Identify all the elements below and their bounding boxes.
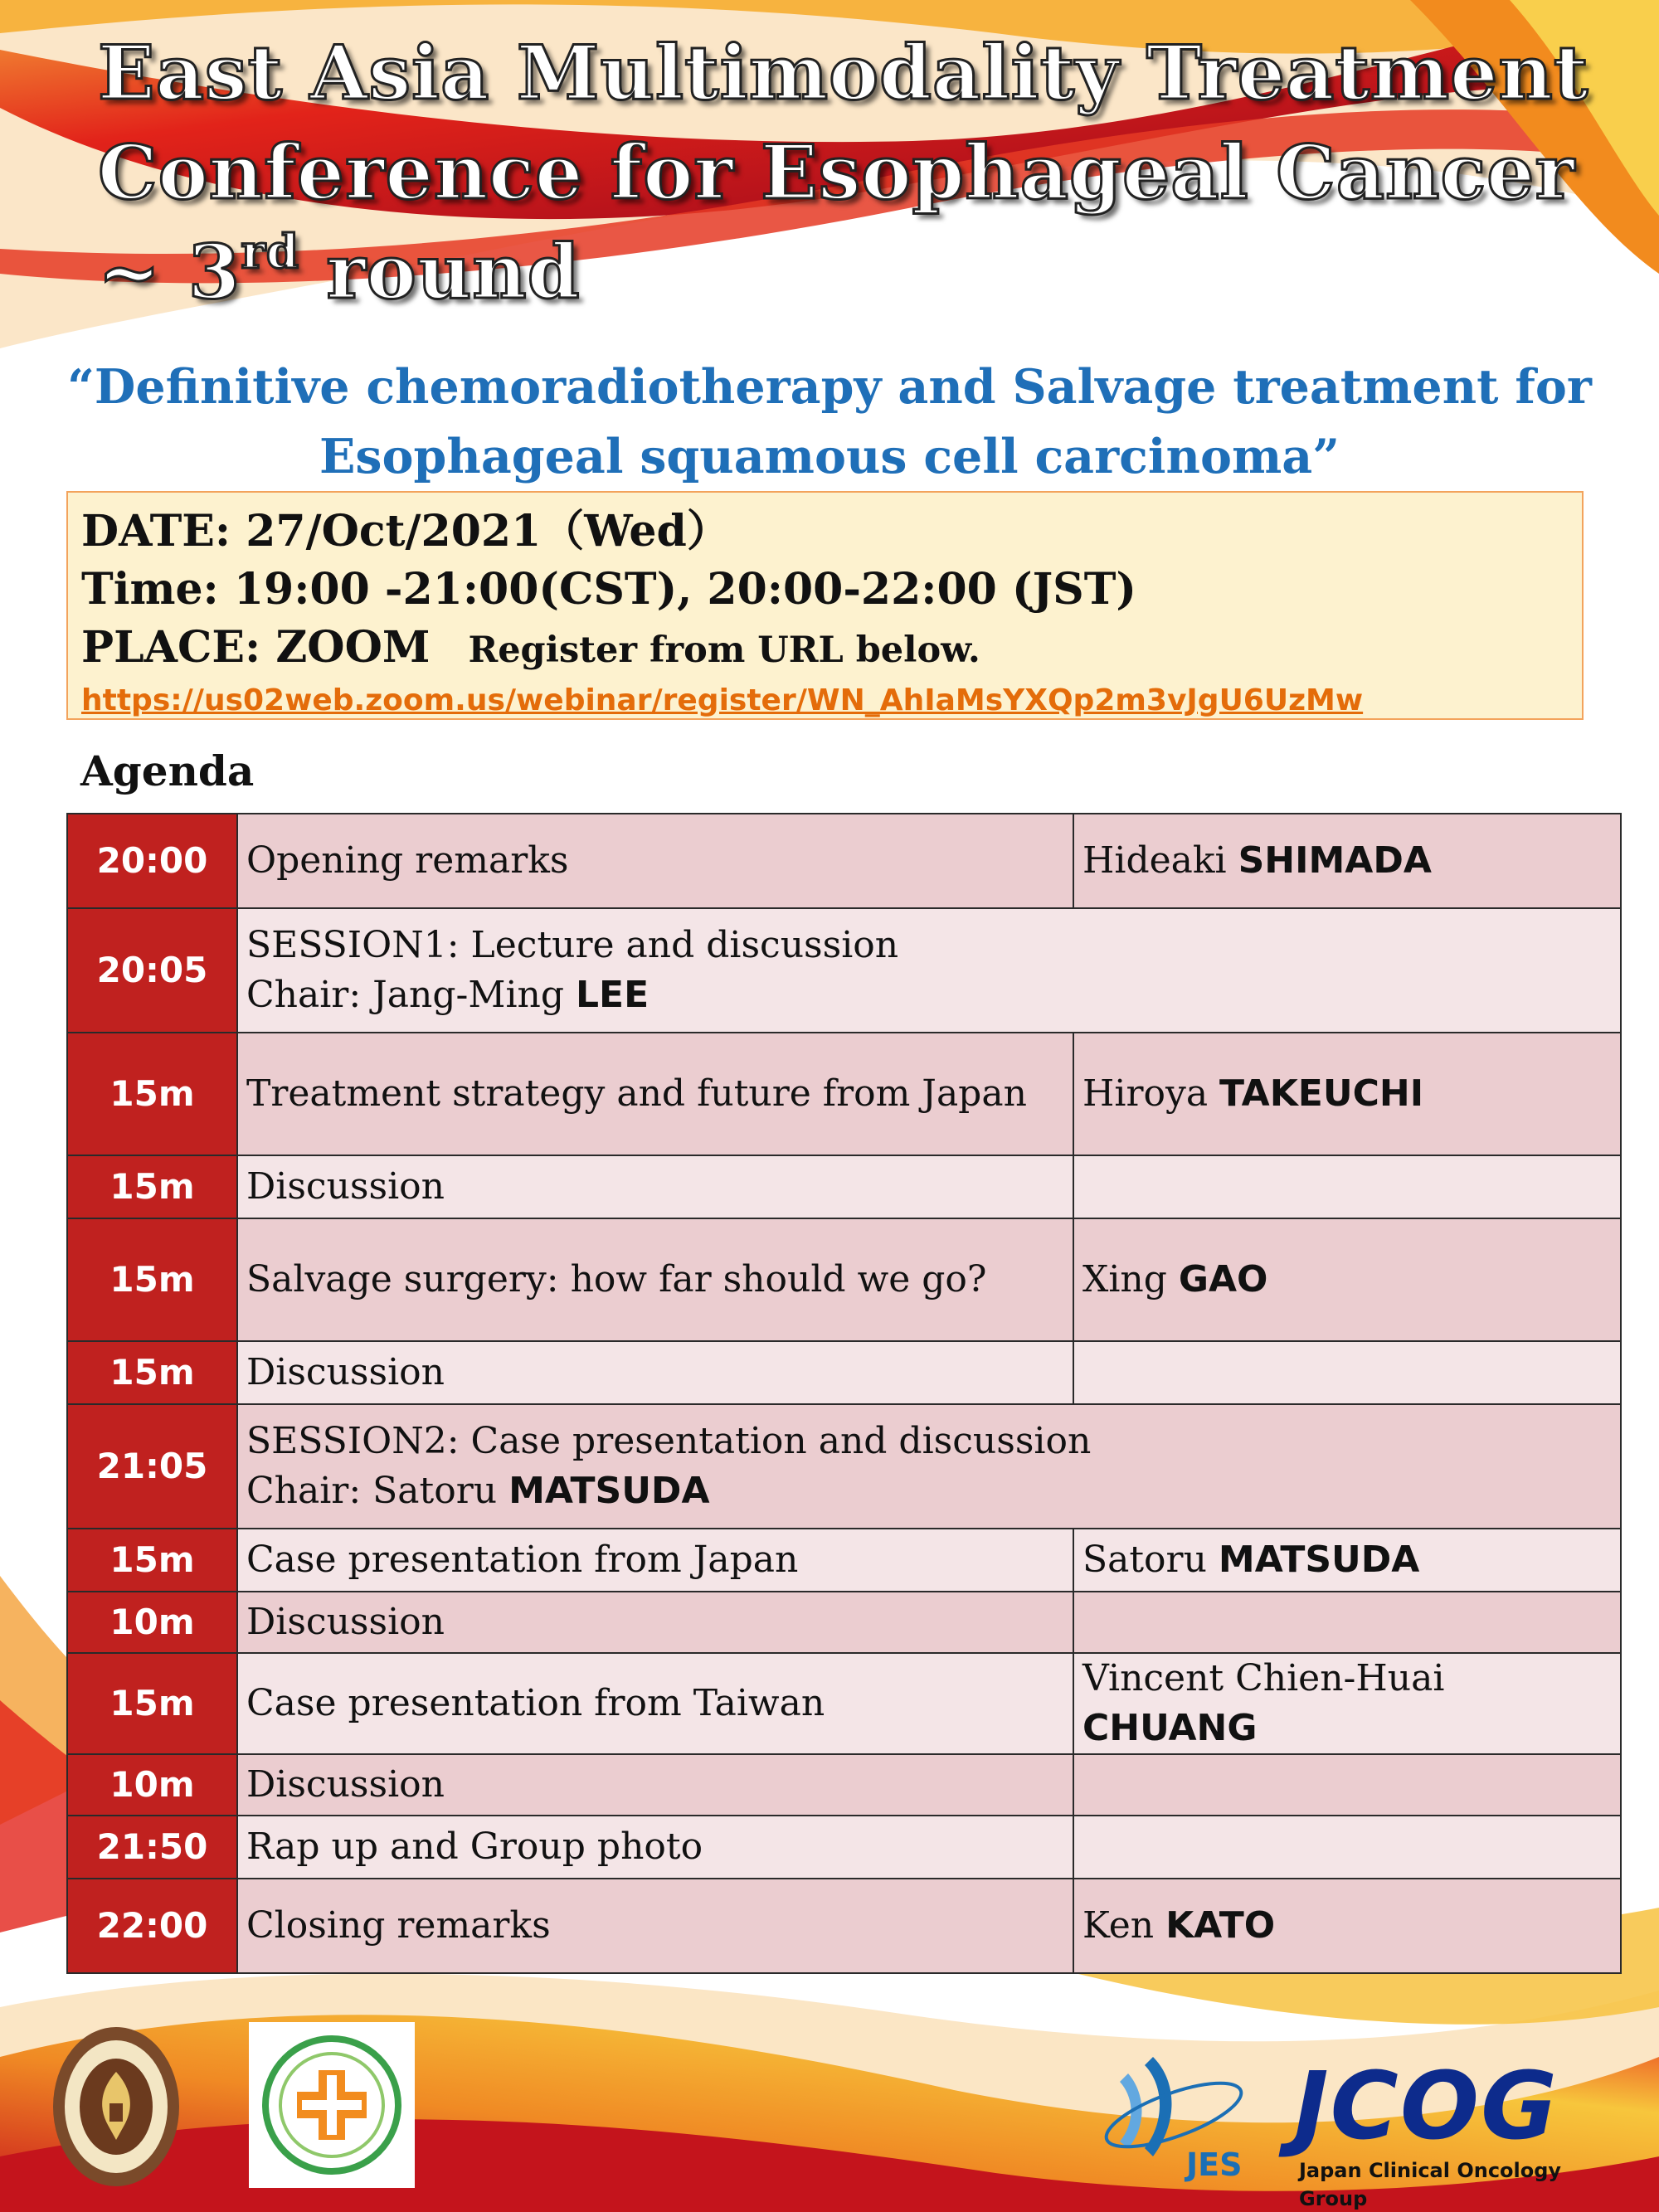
session-title: SESSION2: Case presentation and discussion	[246, 1420, 1092, 1462]
agenda-row	[67, 1754, 1621, 1816]
event-place: PLACE: ZOOM	[81, 622, 431, 673]
speaker-given-name: Hideaki	[1082, 839, 1238, 882]
speaker-surname: KATO	[1165, 1904, 1276, 1947]
title-round-superscript: rd	[241, 225, 300, 280]
agenda-speaker	[1073, 1341, 1621, 1404]
jes-label: JES	[1186, 2146, 1243, 2183]
conference-title	[98, 23, 1641, 332]
speaker-surname: MATSUDA	[1218, 1539, 1420, 1581]
event-time: Time: 19:00 -21:00(CST), 20:00-22:00 (JST)	[81, 564, 1137, 615]
speaker-surname: SHIMADA	[1238, 839, 1432, 882]
title-round-suffix: round	[299, 228, 581, 316]
agenda-speaker	[1073, 1529, 1621, 1592]
theme-line-1: “Definitive chemoradiotherapy and Salvage treatment for	[67, 359, 1592, 415]
agenda-time: 15m	[67, 1341, 237, 1404]
title-line-1: East Asia Multimodality Treatment	[98, 29, 1589, 117]
agenda-session	[237, 908, 1621, 1033]
session-title: SESSION1: Lecture and discussion	[246, 924, 899, 966]
agenda-time: 15m	[67, 1218, 237, 1341]
speaker-surname: CHUANG	[1082, 1707, 1258, 1749]
agenda-speaker	[1073, 1879, 1621, 1973]
agenda-session	[237, 1404, 1621, 1529]
agenda-item: Salvage surgery: how far should we go?	[237, 1218, 1073, 1341]
agenda-time: 15m	[67, 1653, 237, 1754]
university-seal-icon	[50, 2024, 182, 2190]
agenda-speaker	[1073, 1033, 1621, 1155]
speaker-surname: TAKEUCHI	[1219, 1072, 1424, 1115]
agenda-speaker	[1073, 1754, 1621, 1816]
jcog-wordmark: JCOG	[1294, 2053, 1559, 2161]
hospital-center-logo	[249, 2022, 415, 2188]
agenda-speaker	[1073, 1155, 1621, 1218]
agenda-item: Discussion	[237, 1592, 1073, 1653]
agenda-row	[67, 1155, 1621, 1218]
session-chair	[246, 1466, 1612, 1516]
agenda-item: Case presentation from Japan	[237, 1529, 1073, 1592]
agenda-speaker	[1073, 814, 1621, 908]
agenda-time: 15m	[67, 1529, 237, 1592]
agenda-time: 22:00	[67, 1879, 237, 1973]
event-info-box	[66, 491, 1584, 720]
chair-surname: MATSUDA	[508, 1470, 710, 1512]
agenda-time: 21:50	[67, 1816, 237, 1879]
jes-logo	[1095, 2049, 1253, 2190]
agenda-time: 21:05	[67, 1404, 237, 1529]
session-chair	[246, 970, 1612, 1020]
title-line-3	[98, 222, 1641, 332]
speaker-given-name: Xing	[1082, 1258, 1179, 1300]
chair-prefix: Chair: Satoru	[246, 1470, 509, 1512]
agenda-row	[67, 1218, 1621, 1341]
agenda-session-row	[67, 908, 1621, 1033]
ntu-hospital-seal-logo	[50, 2024, 182, 2190]
agenda-session-row	[67, 1404, 1621, 1529]
agenda-item: Discussion	[237, 1754, 1073, 1816]
agenda-row	[67, 1816, 1621, 1879]
agenda-speaker	[1073, 1218, 1621, 1341]
agenda-row	[67, 1341, 1621, 1404]
agenda-heading: Agenda	[80, 746, 255, 795]
agenda-speaker	[1073, 1653, 1621, 1754]
registration-link[interactable]: https://us02web.zoom.us/webinar/register/WN_AhIaMsYXQp2m3vJgU6UzMw	[81, 683, 1364, 717]
theme-line-2: Esophageal squamous cell carcinoma”	[319, 429, 1340, 484]
agenda-item: Case presentation from Taiwan	[237, 1653, 1073, 1754]
agenda-item: Rap up and Group photo	[237, 1816, 1073, 1879]
speaker-given-name: Ken	[1082, 1904, 1166, 1947]
speaker-given-name: Vincent Chien-Huai	[1082, 1657, 1445, 1699]
event-place-row	[81, 619, 1569, 679]
jcog-subtitle: Japan Clinical Oncology Group	[1299, 2159, 1562, 2210]
speaker-surname: GAO	[1178, 1258, 1268, 1300]
agenda-item: Opening remarks	[237, 814, 1073, 908]
speaker-given-name: Satoru	[1082, 1539, 1219, 1581]
agenda-row	[67, 1033, 1621, 1155]
agenda-time: 10m	[67, 1754, 237, 1816]
agenda-row	[67, 1879, 1621, 1973]
agenda-item: Closing remarks	[237, 1879, 1073, 1973]
event-date: DATE: 27/Oct/2021（Wed）	[81, 506, 730, 557]
agenda-time: 20:00	[67, 814, 237, 908]
conference-theme	[33, 352, 1626, 492]
agenda-speaker	[1073, 1592, 1621, 1653]
register-instruction: Register from URL below.	[468, 630, 980, 671]
title-round-prefix: ~ 3	[98, 228, 241, 316]
jcog-logo	[1294, 2053, 1609, 2210]
agenda-speaker	[1073, 1816, 1621, 1879]
agenda-row	[67, 814, 1621, 908]
agenda-item: Discussion	[237, 1341, 1073, 1404]
agenda-row	[67, 1653, 1621, 1754]
title-line-2: Conference for Esophageal Cancer	[98, 129, 1575, 216]
agenda-item: Discussion	[237, 1155, 1073, 1218]
agenda-item: Treatment strategy and future from Japan	[237, 1033, 1073, 1155]
medical-cross-icon	[249, 2022, 415, 2188]
chair-surname: LEE	[576, 974, 649, 1016]
chair-prefix: Chair: Jang-Ming	[246, 974, 577, 1016]
agenda-time: 10m	[67, 1592, 237, 1653]
agenda-table	[66, 813, 1622, 1974]
agenda-time: 15m	[67, 1033, 237, 1155]
agenda-time: 15m	[67, 1155, 237, 1218]
speaker-given-name: Hiroya	[1082, 1072, 1220, 1115]
agenda-row	[67, 1592, 1621, 1653]
agenda-row	[67, 1529, 1621, 1592]
agenda-time: 20:05	[67, 908, 237, 1033]
